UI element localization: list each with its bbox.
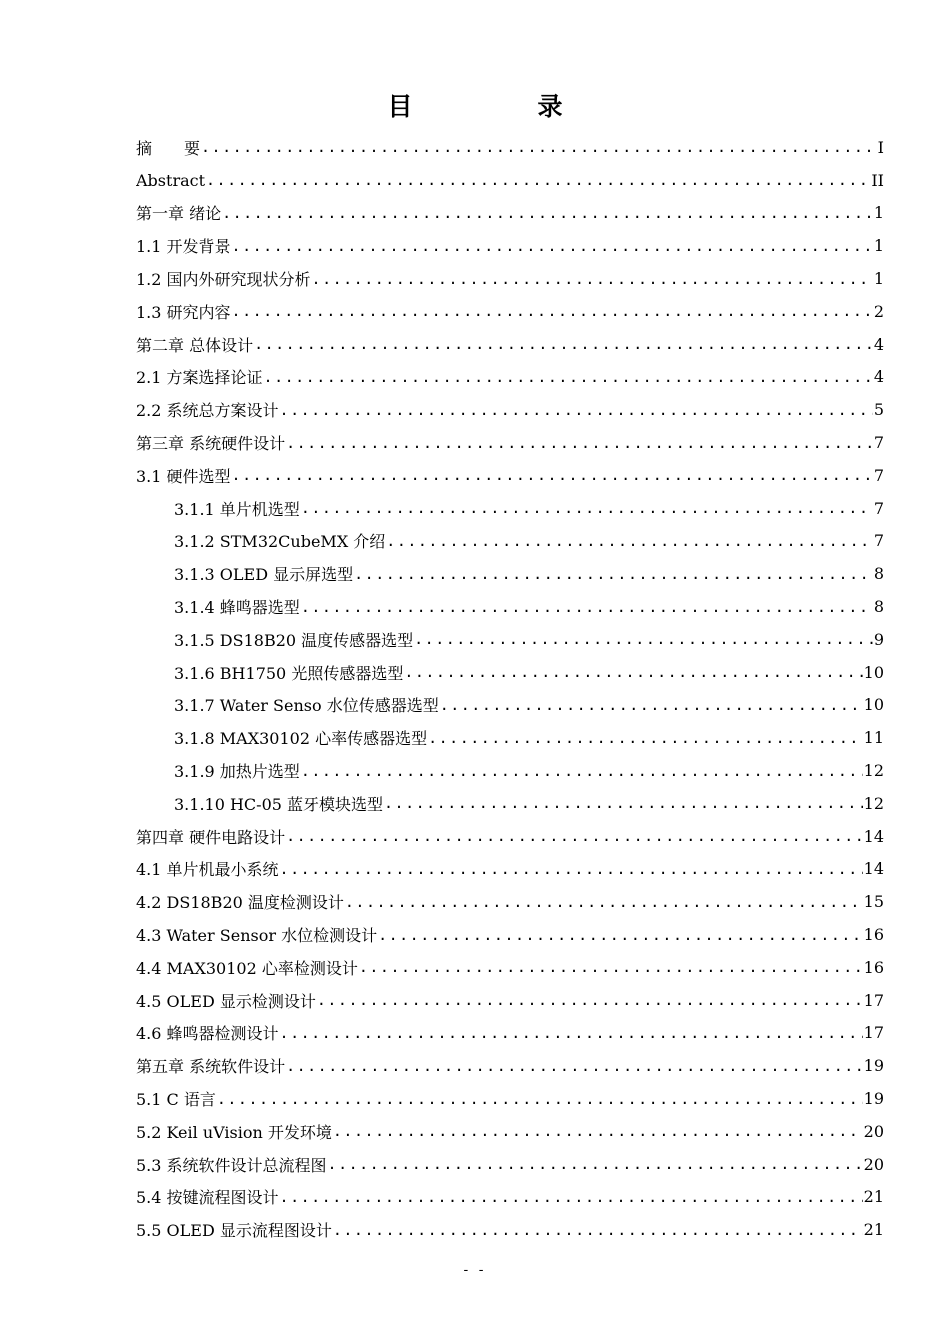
dot-leader bbox=[201, 138, 877, 156]
toc-entry-title: 3.1.8 MAX30102 心率传感器选型 bbox=[174, 729, 428, 749]
toc-entry-title: 5.2 Keil uVision 开发环境 bbox=[136, 1122, 332, 1142]
toc-entry-page: 12 bbox=[863, 761, 884, 781]
toc-entry-page: 1 bbox=[873, 203, 884, 223]
toc-entry-title: 4.6 蜂鸣器检测设计 bbox=[136, 1024, 279, 1044]
toc-entry[interactable] bbox=[136, 459, 884, 492]
toc-entry[interactable] bbox=[136, 262, 884, 295]
toc-entry[interactable] bbox=[136, 787, 884, 820]
toc-entry[interactable] bbox=[136, 820, 884, 853]
toc-entry-page: 16 bbox=[863, 957, 884, 977]
dot-leader bbox=[333, 1221, 863, 1239]
table-of-contents bbox=[136, 131, 884, 1246]
dot-leader bbox=[217, 1090, 863, 1108]
dot-leader bbox=[254, 335, 873, 353]
dot-leader bbox=[378, 926, 863, 944]
toc-entry-title: 4.2 DS18B20 温度检测设计 bbox=[136, 893, 344, 913]
dot-leader bbox=[232, 466, 873, 484]
dot-leader bbox=[286, 827, 863, 845]
dot-leader bbox=[404, 663, 862, 681]
toc-entry-page: 21 bbox=[863, 1187, 884, 1207]
dot-leader bbox=[280, 401, 873, 419]
dot-leader bbox=[312, 270, 873, 288]
toc-entry-page: 7 bbox=[873, 498, 884, 518]
toc-entry-title: 3.1.7 Water Senso 水位传感器选型 bbox=[174, 696, 439, 716]
dot-leader bbox=[232, 302, 873, 320]
toc-entry-page: 19 bbox=[863, 1056, 884, 1076]
dot-leader bbox=[222, 204, 873, 222]
dot-leader bbox=[414, 630, 873, 648]
toc-entry-page: 7 bbox=[873, 531, 884, 551]
dot-leader bbox=[354, 565, 873, 583]
dot-leader bbox=[345, 893, 863, 911]
dot-leader bbox=[428, 729, 863, 747]
toc-entry-page: 12 bbox=[863, 793, 884, 813]
toc-entry-title: 2.1 方案选择论证 bbox=[136, 368, 263, 388]
toc-entry[interactable] bbox=[136, 197, 884, 230]
toc-entry[interactable] bbox=[136, 328, 884, 361]
toc-entry-title: 5.3 系统软件设计总流程图 bbox=[136, 1155, 327, 1175]
toc-entry-page: 8 bbox=[873, 597, 884, 617]
toc-entry-page: 7 bbox=[873, 465, 884, 485]
toc-entry-page: 17 bbox=[863, 1023, 884, 1043]
toc-entry[interactable] bbox=[136, 295, 884, 328]
toc-entry-title: 3.1.3 OLED 显示屏选型 bbox=[174, 565, 354, 585]
dot-leader bbox=[386, 532, 873, 550]
dot-leader bbox=[333, 1122, 863, 1140]
toc-entry-title: 4.3 Water Sensor 水位检测设计 bbox=[136, 926, 378, 946]
toc-entry-title: 第二章 总体设计 bbox=[136, 335, 254, 355]
dot-leader bbox=[264, 368, 873, 386]
toc-entry-title: 第五章 系统软件设计 bbox=[136, 1057, 286, 1077]
dot-leader bbox=[232, 237, 873, 255]
toc-entry-page: 11 bbox=[863, 728, 884, 748]
dot-leader bbox=[280, 1188, 863, 1206]
toc-entry-title: 5.1 C 语言 bbox=[136, 1090, 216, 1109]
toc-entry-title: 第三章 系统硬件设计 bbox=[136, 434, 286, 454]
toc-entry[interactable] bbox=[136, 885, 884, 918]
toc-title: 目 录 bbox=[387, 92, 613, 121]
toc-entry-title: 3.1.2 STM32CubeMX 介绍 bbox=[174, 532, 386, 552]
toc-entry[interactable] bbox=[136, 1082, 884, 1115]
toc-entry[interactable] bbox=[136, 853, 884, 886]
toc-entry[interactable] bbox=[136, 1148, 884, 1181]
toc-entry-title: 3.1.5 DS18B20 温度传感器选型 bbox=[174, 630, 414, 650]
toc-entry[interactable] bbox=[136, 1181, 884, 1214]
toc-entry-page: 1 bbox=[873, 236, 884, 256]
toc-entry-title: Abstract bbox=[136, 170, 206, 190]
toc-entry-title: 4.5 OLED 显示检测设计 bbox=[136, 991, 316, 1011]
toc-entry[interactable] bbox=[136, 623, 884, 656]
toc-entry-page: 9 bbox=[873, 629, 884, 649]
toc-entry[interactable] bbox=[136, 1017, 884, 1050]
toc-entry-page: 16 bbox=[863, 925, 884, 945]
toc-entry-page: 20 bbox=[863, 1154, 884, 1174]
toc-entry[interactable] bbox=[136, 984, 884, 1017]
dot-leader bbox=[286, 434, 873, 452]
dot-leader bbox=[280, 860, 863, 878]
toc-entry-page: 15 bbox=[863, 892, 884, 912]
toc-entry-page: 2 bbox=[873, 301, 884, 321]
toc-entry[interactable] bbox=[136, 754, 884, 787]
toc-entry-title: 3.1.9 加热片选型 bbox=[174, 762, 300, 782]
toc-entry-title: 1.3 研究内容 bbox=[136, 302, 231, 322]
toc-entry-title: 2.2 系统总方案设计 bbox=[136, 401, 279, 421]
toc-entry-title: 3.1 硬件选型 bbox=[136, 466, 231, 486]
toc-entry[interactable] bbox=[136, 164, 884, 197]
toc-entry-page: 14 bbox=[863, 859, 884, 879]
dot-leader bbox=[301, 499, 873, 517]
toc-entry-page: 10 bbox=[863, 662, 884, 682]
toc-entry-page: 10 bbox=[863, 695, 884, 715]
toc-entry[interactable] bbox=[136, 951, 884, 984]
dot-leader bbox=[359, 958, 863, 976]
toc-entry[interactable] bbox=[136, 656, 884, 689]
toc-entry-page: 20 bbox=[863, 1121, 884, 1141]
toc-entry-title: 3.1.4 蜂鸣器选型 bbox=[174, 598, 300, 618]
dot-leader bbox=[286, 1057, 863, 1075]
dot-leader bbox=[206, 171, 870, 189]
toc-entry[interactable] bbox=[136, 131, 884, 164]
toc-entry-title: 5.5 OLED 显示流程图设计 bbox=[136, 1221, 332, 1241]
dot-leader bbox=[440, 696, 863, 714]
toc-entry[interactable] bbox=[136, 1115, 884, 1148]
toc-entry-title: 1.1 开发背景 bbox=[136, 237, 231, 257]
toc-entry-page: II bbox=[871, 170, 884, 190]
toc-entry[interactable] bbox=[136, 492, 884, 525]
toc-entry-title: 1.2 国内外研究现状分析 bbox=[136, 270, 311, 290]
toc-entry[interactable] bbox=[136, 590, 884, 623]
toc-entry-page: 17 bbox=[863, 990, 884, 1010]
toc-entry-page: 21 bbox=[863, 1220, 884, 1240]
toc-entry[interactable] bbox=[136, 557, 884, 590]
toc-entry-page: 4 bbox=[873, 334, 884, 354]
toc-entry[interactable] bbox=[136, 426, 884, 459]
toc-entry[interactable] bbox=[136, 393, 884, 426]
toc-entry-title: 5.4 按键流程图设计 bbox=[136, 1188, 279, 1208]
toc-entry-page: 8 bbox=[873, 564, 884, 584]
toc-entry-title: 3.1.1 单片机选型 bbox=[174, 499, 300, 519]
page-footer: - - bbox=[463, 1262, 487, 1278]
dot-leader bbox=[301, 762, 863, 780]
toc-entry-page: 4 bbox=[873, 367, 884, 387]
toc-entry-title: 4.4 MAX30102 心率检测设计 bbox=[136, 958, 358, 978]
toc-entry-page: 19 bbox=[863, 1089, 884, 1108]
toc-entry[interactable] bbox=[136, 1049, 884, 1082]
toc-entry-title: 摘 要 bbox=[136, 138, 201, 158]
toc-entry[interactable] bbox=[136, 361, 884, 394]
toc-entry[interactable] bbox=[136, 1213, 884, 1246]
dot-leader bbox=[384, 794, 863, 812]
toc-entry[interactable] bbox=[136, 721, 884, 754]
toc-entry-page: 1 bbox=[873, 269, 884, 289]
toc-entry-page: 5 bbox=[873, 400, 884, 420]
dot-leader bbox=[280, 1024, 863, 1042]
toc-entry[interactable] bbox=[136, 525, 884, 558]
dot-leader bbox=[328, 1155, 863, 1173]
toc-entry-title: 3.1.6 BH1750 光照传感器选型 bbox=[174, 663, 404, 683]
toc-entry-title: 第四章 硬件电路设计 bbox=[136, 827, 286, 847]
toc-entry-title: 3.1.10 HC-05 蓝牙模块选型 bbox=[174, 794, 384, 814]
toc-entry-page: 7 bbox=[873, 433, 884, 453]
toc-entry[interactable] bbox=[136, 229, 884, 262]
toc-entry-title: 第一章 绪论 bbox=[136, 204, 222, 224]
dot-leader bbox=[301, 598, 873, 616]
toc-entry-page: 14 bbox=[863, 826, 884, 846]
dot-leader bbox=[317, 991, 863, 1009]
toc-entry[interactable] bbox=[136, 918, 884, 951]
toc-entry-title: 4.1 单片机最小系统 bbox=[136, 860, 279, 880]
toc-entry[interactable] bbox=[136, 689, 884, 722]
toc-entry-page: I bbox=[877, 137, 884, 157]
